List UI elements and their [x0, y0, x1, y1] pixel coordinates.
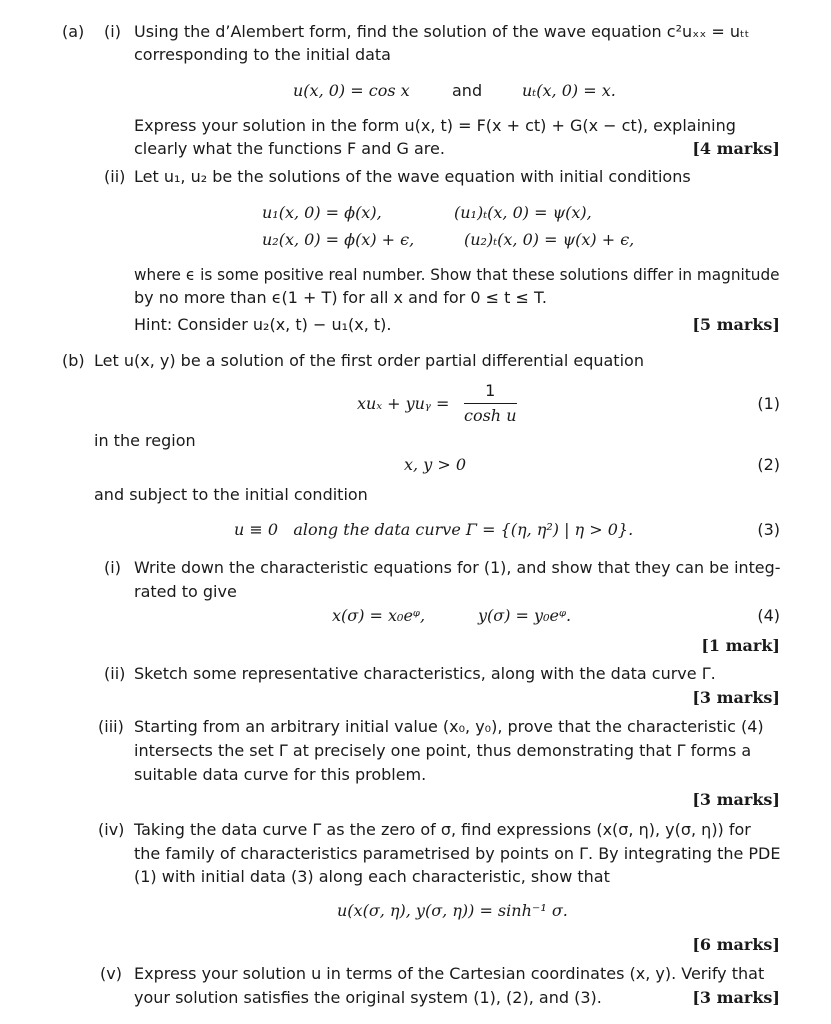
pde-fraction: [464, 381, 517, 426]
part-a-i-line2: corresponding to the initial data: [134, 45, 391, 64]
part-b-iii-line1: Starting from an arbitrary initial value (x₀, y₀), prove that the characteristic (4): [134, 717, 764, 736]
ic-eq1-right: (u₁)ₜ(x, 0) = ψ(x),: [454, 203, 592, 222]
part-b-v-marks: [3 marks]: [692, 988, 780, 1007]
data-curve-eq: u ≡ 0 along the data curve Γ = {(η, η²) | η > 0}.: [234, 520, 634, 539]
part-b-label: (b): [62, 351, 85, 370]
part-b-v-line1: Express your solution u in terms of the Cartesian coordinates (x, y). Verify that: [134, 964, 765, 983]
condition-text: and subject to the initial condition: [94, 485, 368, 504]
part-b-iii-label: (iii): [98, 717, 124, 736]
eq-number-3: (3): [757, 520, 780, 539]
initial-data-and: and: [452, 81, 483, 100]
solution-eq: u(x(σ, η), y(σ, η)) = sinh⁻¹ σ.: [337, 901, 568, 920]
char-eq-right: y(σ) = y₀eᵠ.: [478, 606, 572, 625]
ic-eq1-left: u₁(x, 0) = ϕ(x),: [262, 203, 382, 222]
part-b-iv-line2: the family of characteristics parametrised by points on Γ. By integrating the PDE: [134, 844, 781, 863]
part-b-iv-line3: (1) with initial data (3) along each characteristic, show that: [134, 867, 610, 886]
part-b-i-line2: rated to give: [134, 582, 237, 601]
part-b-ii-marks: [3 marks]: [692, 688, 780, 707]
pde-denominator: cosh u: [464, 406, 517, 425]
part-a-i-line1: Using the d’Alembert form, find the solution of the wave equation c²uₓₓ = uₜₜ: [134, 22, 750, 41]
part-b-iii-line2: intersects the set Γ at precisely one point, thus demonstrating that Γ forms a: [134, 741, 752, 760]
pde-numerator: 1: [464, 381, 517, 404]
eq-number-4: (4): [757, 606, 780, 625]
part-a-label: (a): [62, 22, 85, 41]
initial-data-right: uₜ(x, 0) = x.: [522, 81, 616, 100]
eq-number-2: (2): [757, 455, 780, 474]
char-eq-left: x(σ) = x₀eᵠ,: [332, 606, 426, 625]
pde-lhs: xuₓ + yuᵧ =: [357, 394, 450, 413]
region-eq: x, y > 0: [404, 455, 466, 474]
part-b-iv-marks: [6 marks]: [692, 935, 780, 954]
part-a-ii-hint: Hint: Consider u₂(x, t) − u₁(x, t).: [134, 315, 392, 334]
part-b-ii-line1: Sketch some representative characteristics, along with the data curve Γ.: [134, 664, 716, 683]
part-a-ii-marks: [5 marks]: [692, 315, 780, 334]
part-b-iii-marks: [3 marks]: [692, 790, 780, 809]
part-b-v-label: (v): [100, 964, 122, 983]
part-a-i-line4: clearly what the functions F and G are.: [134, 139, 445, 158]
part-a-ii-label: (ii): [104, 167, 126, 186]
part-a-i-label: (i): [104, 22, 121, 41]
part-a-ii-line3: by no more than ϵ(1 + T) for all x and for 0 ≤ t ≤ T.: [134, 288, 547, 307]
part-a-ii-line1: Let u₁, u₂ be the solutions of the wave equation with initial conditions: [134, 167, 691, 186]
pde-fraction-body: [464, 381, 517, 426]
initial-data-left: u(x, 0) = cos x: [293, 81, 410, 100]
part-b-iv-line1: Taking the data curve Γ as the zero of σ, find expressions (x(σ, η), y(σ, η)) for: [134, 820, 751, 839]
part-b-ii-label: (ii): [104, 664, 126, 683]
part-b-i-line1: Write down the characteristic equations for (1), and show that they can be integ-: [134, 558, 781, 577]
ic-eq2-right: (u₂)ₜ(x, 0) = ψ(x) + ϵ,: [464, 230, 635, 249]
ic-eq2-left: u₂(x, 0) = ϕ(x) + ϵ,: [262, 230, 415, 249]
eq-number-1: (1): [757, 394, 780, 413]
part-b-iii-line3: suitable data curve for this problem.: [134, 765, 427, 784]
part-b-iv-label: (iv): [98, 820, 125, 839]
part-b-v-line2: your solution satisfies the original system (1), (2), and (3).: [134, 988, 602, 1007]
part-a-i-line3: Express your solution in the form u(x, t) = F(x + ct) + G(x − ct), explaining: [134, 116, 736, 135]
region-text: in the region: [94, 431, 196, 450]
part-b-i-marks: [1 mark]: [701, 636, 780, 655]
part-a-i-marks: [4 marks]: [692, 139, 780, 158]
part-a-ii-line2: where ϵ is some positive real number. Show that these solutions differ in magnitude: [134, 265, 780, 284]
part-b-line1: Let u(x, y) be a solution of the first order partial differential equation: [94, 351, 644, 370]
part-b-i-label: (i): [104, 558, 121, 577]
